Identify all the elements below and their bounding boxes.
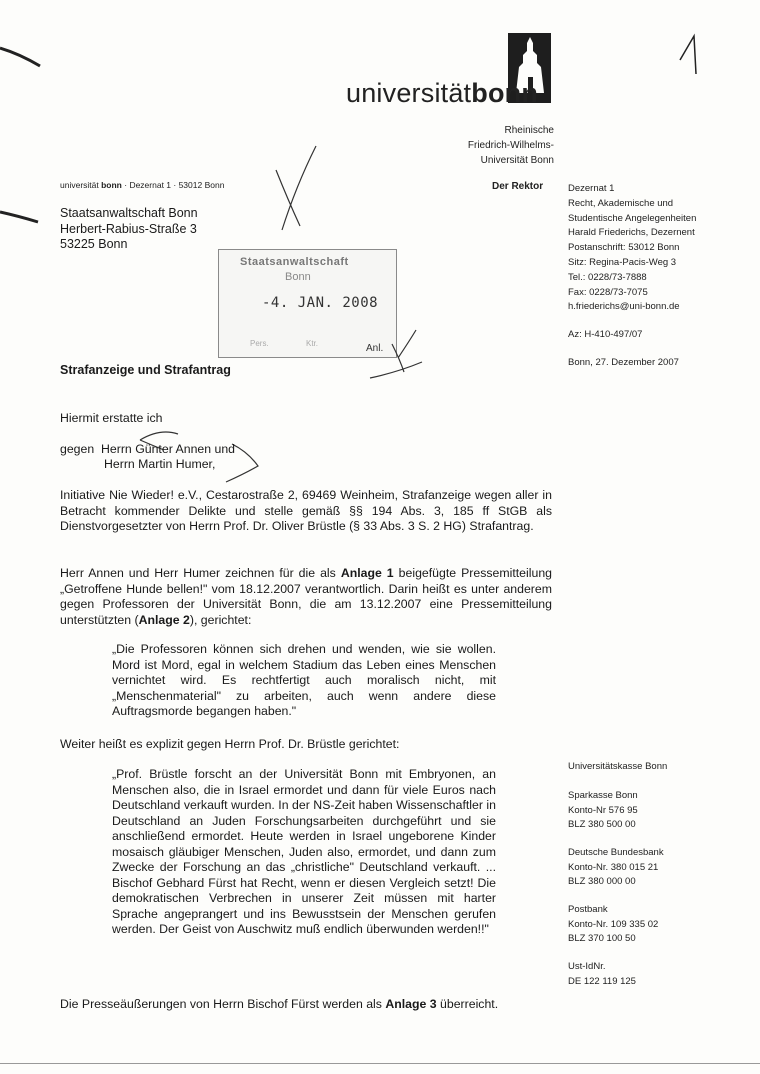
bank-line: BLZ 380 000 00 (568, 876, 636, 887)
complaint-paragraph: Initiative Nie Wieder! e.V., Cestarostraße 2, 69469 Weinheim, Strafanzeige wegen aller in Betracht kommender Delikte und stelle gemäß §§ 194 Abs. 3, 185 ff StGB als Dienstvorgesetzter von Herrn Prof. Dr. Oliver Brüstle (§ 33 Abs. 3 S. 2 HG) Strafantrag. (60, 488, 552, 533)
recipient-line: 53225 Bonn (60, 237, 128, 251)
dezernat-line: h.friederichs@uni-bonn.de (568, 301, 680, 313)
bank-ust (568, 960, 636, 989)
bank-line: Konto-Nr 576 95 (568, 804, 638, 816)
bank-line: Konto-Nr. 380 015 21 (568, 861, 659, 873)
quote-bruestle: „Prof. Brüstle forscht an der Universität Bonn mit Embryonen, an Menschen also, die in Israel ermordet und dann für viele Euros nach Deutschland verkauft wurden. In der NS-Zeit haben Wissenschaftler in Deutschland an Juden Forschungsarbeiten durchgeführt und sie anschließend ermordet. Heute werden in Israel ungeborene Kinder mosaisch gläubiger Menschen, Juden also, ermordet, und dann zum Zwecke der Forschung an das „christliche" Deutschland verkauft. ... Bischof Gebhard Fürst hat Recht, wenn er diesen Vergleich setzt! Die demokratischen Verbrechen in unserer Zeit müssen mit harter Sprache angeprangert und ins Bewusstsein der Menschen gerufen werden. Der Geist von Auschwitz muß endlich überwunden werden!!" (112, 767, 496, 936)
bank-line: Sparkasse Bonn (568, 790, 638, 801)
dezernat-line: Postanschrift: 53012 Bonn (568, 242, 680, 254)
underline-mark (370, 362, 422, 378)
university-name-line: Rheinische (504, 125, 554, 136)
accused-line2: Herrn Martin Humer, (104, 457, 216, 471)
p4-text: beigefügte Pressemitteilung „Getroffene Hunde bellen!" vom 18.12.2007 verantwortlich. Darin heißt es unter anderem gegen Professoren der Universität Bonn, die am 13.12.2007 eine Pressemitteilung unterstützten ( (60, 566, 552, 627)
bank-postbank (568, 903, 658, 947)
p6-text: Die Presseäußerungen von Herrn Bischof Fürst werden als (60, 997, 386, 1011)
university-name-line: Friedrich-Wilhelms- (467, 140, 554, 151)
press-release-paragraph (60, 566, 552, 628)
stamp-small2: Ktr. (306, 339, 319, 348)
stamp-small1: Pers. (250, 339, 269, 348)
recipient-line: Staatsanwaltschaft Bonn (60, 206, 198, 220)
stamp-anl: Anl. (366, 343, 384, 354)
closing-paragraph (60, 997, 498, 1013)
logo-prefix: universität (346, 78, 472, 108)
scan-mark-top-left (0, 48, 40, 66)
recipient-line: Herbert-Rabius-Straße 3 (60, 221, 197, 236)
dezernat-line: Tel.: 0228/73-7888 (568, 271, 647, 283)
anlage-1-ref: Anlage 1 (340, 566, 394, 580)
stamp-date: -4. JAN. 2008 (262, 295, 379, 311)
cross-mark-stroke (276, 170, 300, 226)
sender-bold: bonn (101, 180, 122, 190)
logo-suffix: bonn (471, 78, 539, 108)
dezernat-line: Harald Friederichs, Dezernent (568, 227, 695, 239)
dezernat-line: Studentische Angelegenheiten (568, 212, 697, 224)
p4-text: Herr Annen und Herr Humer zeichnen für die als (60, 566, 341, 580)
intro-paragraph: Hiermit erstatte ich (60, 411, 163, 425)
stamp-line2: Bonn (285, 271, 311, 283)
stamp-line1: Staatsanwaltschaft (240, 256, 349, 268)
p4-text: ), gerichtet: (189, 612, 252, 627)
sender-rest: · Dezernat 1 · 53012 Bonn (121, 180, 225, 190)
p6-text: überreicht. (436, 997, 499, 1011)
bank-line: Deutsche Bundesbank (568, 847, 664, 858)
bank-kasse: Universitätskasse Bonn (568, 761, 668, 772)
bank-line: BLZ 370 100 50 (568, 933, 636, 944)
anlage-3-ref: Anlage 3 (385, 997, 437, 1011)
bank-line: Konto-Nr. 109 335 02 (568, 918, 659, 930)
dezernat-line: Recht, Akademische und (568, 197, 674, 209)
quote-professors: „Die Professoren können sich drehen und wenden, wie sie wollen. Mord ist Mord, egal in welchem Stadium das Leben eines Menschen vernichtet wird. Es rechtfertigt auch moralisch nicht, mit „Menschenmaterial" zu arbeiten, auch wenn andere diese Auftragsmorde begangen haben." (112, 642, 496, 718)
accused-line1: gegen Herrn Günter Annen und (60, 442, 236, 456)
university-name-line: Universität Bonn (480, 155, 554, 166)
dezernat-line: Fax: 0228/73-7075 (568, 286, 648, 298)
anlage-2-ref: Anlage 2 (138, 612, 190, 627)
page-number-text: 1 (676, 30, 677, 31)
letter-date: Bonn, 27. Dezember 2007 (568, 357, 679, 368)
reference-number: Az: H-410-497/07 (568, 329, 643, 340)
explicit-paragraph: Weiter heißt es explizit gegen Herrn Prof. Dr. Brüstle gerichtet: (60, 737, 400, 751)
letter-subject: Strafanzeige und Strafantrag (60, 363, 231, 377)
bank-bundesbank (568, 846, 664, 890)
bank-line: BLZ 380 500 00 (568, 819, 636, 830)
page-bottom-edge (0, 1063, 760, 1064)
rektor-label: Der Rektor (492, 181, 544, 192)
sender-prefix: universität (60, 180, 102, 190)
dezernat-line: Sitz: Regina-Pacis-Weg 3 (568, 256, 677, 268)
scan-mark-mid-left (0, 212, 38, 222)
cross-mark-stroke (282, 146, 316, 230)
bank-line: Postbank (568, 904, 608, 915)
dezernat-line: Dezernat 1 (568, 183, 615, 194)
bank-line: DE 122 119 125 (568, 975, 636, 987)
bank-sparkasse (568, 789, 638, 833)
bank-line: Ust-IdNr. (568, 961, 606, 972)
